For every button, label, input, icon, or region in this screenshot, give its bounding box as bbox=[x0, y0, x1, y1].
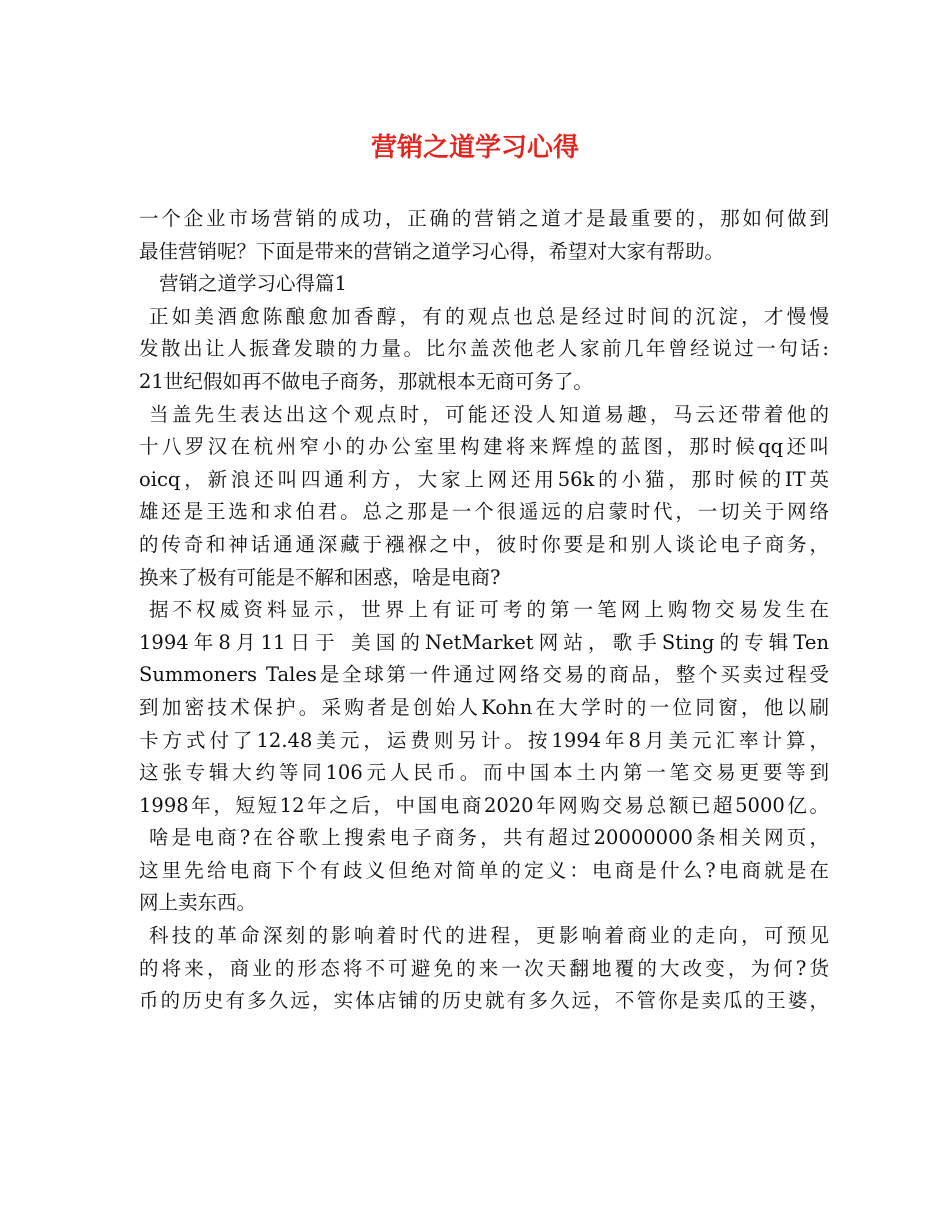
text-line: 最佳营销呢？下面是带来的营销之道学习心得，希望对大家有帮助。 bbox=[139, 239, 725, 263]
text-line: 到加密技术保护。采购者是创始人Kohn在大学时的一位同窗，他以刷 bbox=[139, 695, 829, 719]
text-line: 的传奇和神话通通深藏于襁褓之中，彼时你要是和别人谈论电子商务， bbox=[139, 532, 829, 556]
text-line: 据不权威资料显示，世界上有证可考的第一笔网上购物交易发生在 bbox=[149, 598, 829, 622]
text-line: 21世纪假如再不做电子商务，那就根本无商可务了。 bbox=[139, 369, 593, 393]
text-line: 十八罗汉在杭州窄小的办公室里构建将来辉煌的蓝图，那时候qq还叫 bbox=[139, 435, 829, 459]
text-line: 正如美酒愈陈酿愈加香醇，有的观点也总是经过时间的沉淀，才慢慢 bbox=[149, 304, 829, 328]
text-line: 卡方式付了12.48美元，运费则另计。按1994年8月美元汇率计算， bbox=[139, 728, 829, 752]
text-line: 这张专辑大约等同106元人民币。而中国本土内第一笔交易更要等到 bbox=[139, 761, 829, 785]
text-line: 币的历史有多久远，实体店铺的历史就有多久远，不管你是卖瓜的王婆， bbox=[139, 989, 829, 1013]
document-title: 营销之道学习心得 bbox=[370, 133, 579, 163]
text-line: Summoners Tales是全球第一件通过网络交易的商品，整个买卖过程受 bbox=[139, 663, 829, 687]
text-line: 科技的革命深刻的影响着时代的进程，更影响着商业的走向，可预见 bbox=[149, 924, 829, 948]
text-line: 当盖先生表达出这个观点时，可能还没人知道易趣，马云还带着他的 bbox=[149, 402, 829, 426]
text-line: 一个企业市场营销的成功，正确的营销之道才是最重要的，那如何做到 bbox=[139, 207, 829, 230]
text-line: 啥是电商?在谷歌上搜索电子商务，共有超过20000000条相关网页， bbox=[149, 826, 829, 850]
text-line: 的将来，商业的形态将不可避免的来一次天翻地覆的大改变，为何?货 bbox=[139, 956, 829, 980]
text-line: 这里先给电商下个有歧义但绝对简单的定义：电商是什么?电商就是在 bbox=[139, 858, 829, 882]
section-heading: 营销之道学习心得篇1 bbox=[159, 272, 347, 296]
text-line: 雄还是王选和求伯君。总之那是一个很遥远的启蒙时代，一切关于网络 bbox=[139, 500, 829, 524]
text-line: 发散出让人振聋发聩的力量。比尔盖茨他老人家前几年曾经说过一句话: bbox=[139, 337, 829, 361]
text-line: oicq，新浪还叫四通利方，大家上网还用56k的小猫，那时候的IT英 bbox=[139, 467, 829, 491]
document-body bbox=[139, 203, 829, 1018]
text-line: 1998年，短短12年之后，中国电商2020年网购交易总额已超5000亿。 bbox=[139, 793, 829, 817]
text-line: 1994年8月11日于 美国的NetMarket网站，歌手Sting的专辑Ten bbox=[139, 630, 829, 654]
text-line: 网上卖东西。 bbox=[139, 891, 257, 915]
text-line: 换来了极有可能是不解和困惑，啥是电商? bbox=[139, 565, 501, 589]
